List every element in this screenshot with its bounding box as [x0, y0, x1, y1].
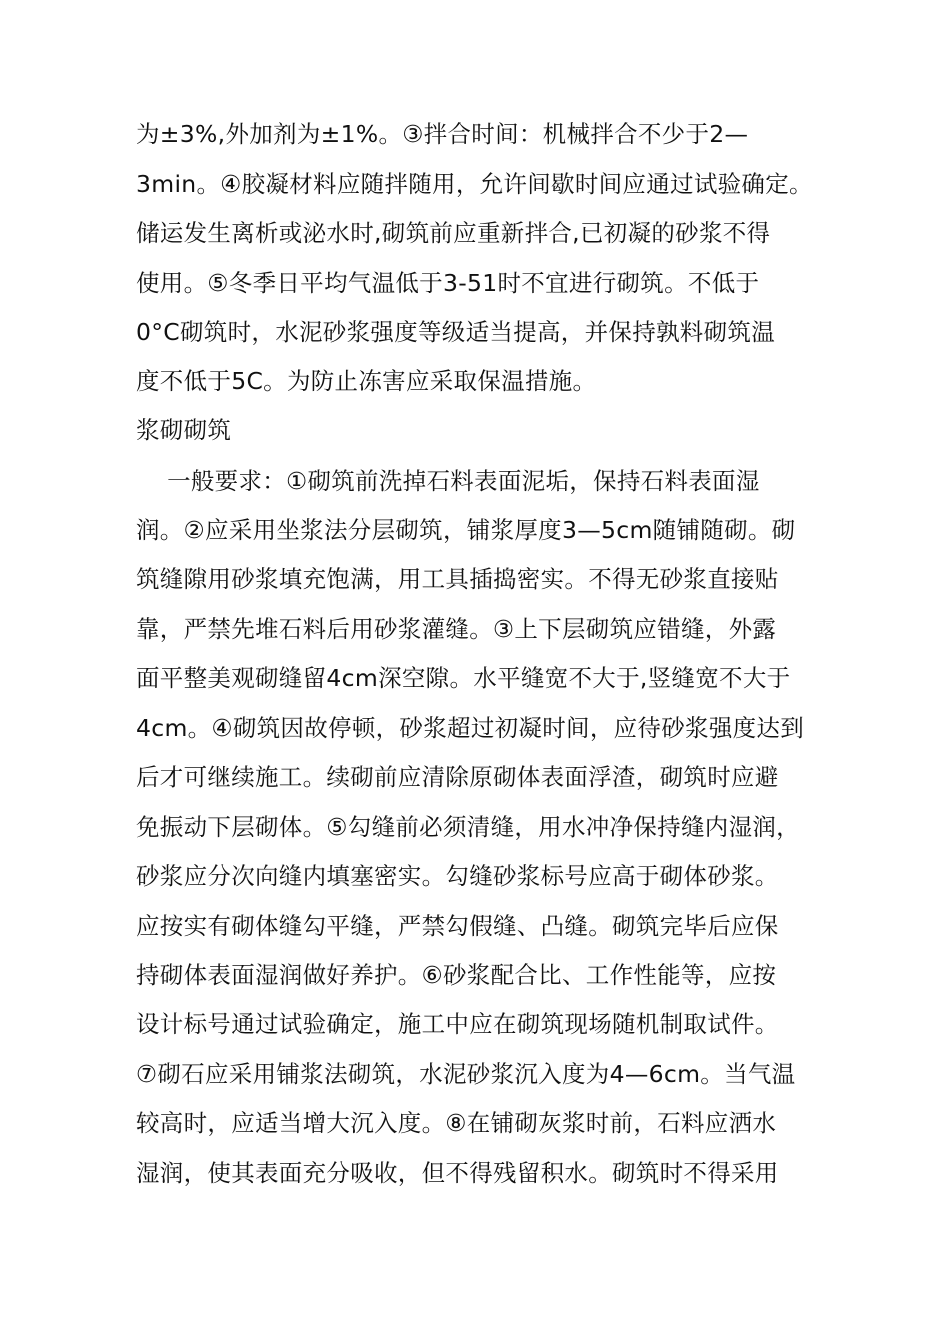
- text-line-12: 面平整美观砌缝留4cm深空隙。水平缝宽不大于,竖缝宽不大于: [136, 664, 791, 692]
- text-line-16: 砂浆应分次向缝内填塞密实。勾缝砂浆标号应高于砌体砂浆。: [136, 862, 779, 890]
- text-line-22: 湿润，使其表面充分吸收，但不得残留积水。砌筑时不得采用: [136, 1159, 779, 1187]
- text-line-6: 度不低于5C。为防止冻害应采取保温措施。: [136, 367, 597, 395]
- text-line-19: 设计标号通过试验确定，施工中应在砌筑现场随机制取试件。: [136, 1010, 779, 1038]
- text-line-10: 筑缝隙用砂浆填充饱满，用工具插捣密实。不得无砂浆直接贴: [136, 565, 779, 593]
- text-line-8: 一般要求：①砌筑前洗掉石料表面泥垢，保持石料表面湿: [136, 467, 760, 495]
- text-line-4: 使用。⑤冬季日平均气温低于3-51时不宜进行砌筑。不低于: [136, 269, 760, 297]
- text-line-1: 为±3%,外加剂为±1%。③拌合时间：机械拌合不少于2—: [136, 120, 749, 148]
- text-line-5: 0°C砌筑时，水泥砂浆强度等级适当提高，并保持孰料砌筑温: [136, 318, 776, 346]
- text-line-2: 3min。④胶凝材料应随拌随用，允许间歇时间应通过试验确定。: [136, 170, 813, 198]
- text-line-17: 应按实有砌体缝勾平缝，严禁勾假缝、凸缝。砌筑完毕后应保: [136, 912, 779, 940]
- text-line-20: ⑦砌石应采用铺浆法砌筑，水泥砂浆沉入度为4—6cm。当气温: [136, 1060, 796, 1088]
- text-line-14: 后才可继续施工。续砌前应清除原砌体表面浮渣，砌筑时应避: [136, 763, 779, 791]
- text-line-9: 润。②应采用坐浆法分层砌筑，铺浆厚度3—5cm随铺随砌。砌: [136, 516, 796, 544]
- text-line-3: 储运发生离析或泌水时,砌筑前应重新拌合,已初凝的砂浆不得: [136, 219, 771, 247]
- text-line-15: 免振动下层砌体。⑤勾缝前必须清缝，用水冲净保持缝内湿润，: [136, 813, 800, 841]
- section-heading: 浆砌砌筑: [136, 416, 232, 444]
- text-line-21: 较高时，应适当增大沉入度。⑧在铺砌灰浆时前，石料应洒水: [136, 1109, 777, 1137]
- text-line-18: 持砌体表面湿润做好养护。⑥砂浆配合比、工作性能等，应按: [136, 961, 777, 989]
- text-line-13: 4cm。④砌筑因故停顿，砂浆超过初凝时间，应待砂浆强度达到: [136, 714, 805, 742]
- text-line-11: 靠，严禁先堆石料后用砂浆灌缝。③上下层砌筑应错缝，外露: [136, 615, 777, 643]
